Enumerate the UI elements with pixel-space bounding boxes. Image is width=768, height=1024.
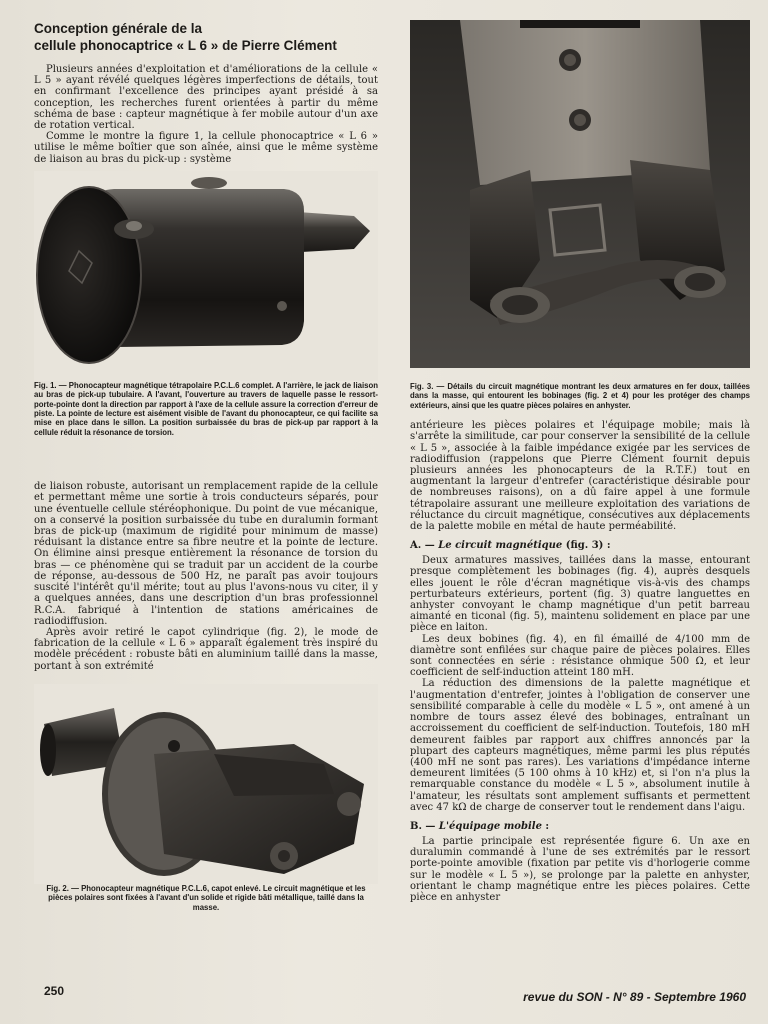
section-b-title: L'équipage mobile	[438, 820, 542, 832]
section-a-ref: (fig. 3) :	[565, 540, 611, 552]
figure-2-label: Fig. 2. —	[46, 883, 79, 893]
page-number: 250	[44, 984, 65, 998]
left-body-paragraph-1: de liaison robuste, autorisant un remplacement rapide de la cellule et permettant même une sortie à trois conducteurs séparés, pour une éventuelle cellule stéréophonique. Du point de vue mécanique, on a conservé la position surbaissée du tube en duralumin formant bras de pick-up (maximum de rigidité pour minimum de masse) réduisant la distance entre sa fibre neutre et la pointe de lecture. On élimine ainsi presque entièrement la résonance de torsion du bras — ce phénomène qui se traduit par un accident de la courbe de réponse, au-dessous de 500 Hz, ne paraît pas avoir toujours suscité l'intérêt qu'il mérite; tout au plus l'avons-nous vu citer, il y a quelques années, dans une description d'un bras professionnel R.C.A. fabriqué à l'intention de stations américaines de radiodiffusion.	[34, 481, 378, 627]
left-column	[34, 20, 378, 912]
figure-3-label: Fig. 3. —	[410, 382, 445, 391]
section-b-ref: :	[545, 820, 550, 832]
intro-paragraph-1: Plusieurs années d'exploitation et d'améliorations de la cellule « L 5 » ayant révélé quelques légères imperfections de détails, tout en confirmant l'excellence des principes ayant présidé à sa conception, les recherches furent orientées à partir du même schéma de base : capteur magnétique à fer mobile autour d'un axe de rotation vertical.	[34, 64, 378, 132]
figure-3-photo	[410, 20, 750, 368]
figure-1-label: Fig. 1. —	[34, 380, 67, 390]
right-body-paragraph-1: antérieure les pièces polaires et l'équipage mobile; mais là s'arrête la similitude, car pour conserver la sensibilité de la cellule « L 5 », associée à la faible impédance exigée par les services de radiodiffusion (rappelons que Pierre Clément fournit depuis plusieurs années les phonocapteurs de la R.T.F.) tout en augmentant la largeur d'entrefer (caractéristique désirable pour de nombreuses raisons), on a dû faire appel à une formule tétrapolaire assurant une meilleure exploitation des variations de réluctance du circuit magnétique, consécutives aux déplacements de la palette mobile en métal de haute perméabilité.	[410, 420, 750, 533]
cartridge-photo-complete	[34, 171, 378, 381]
section-a-title: Le circuit magnétique	[438, 540, 563, 552]
figure-3-text: Détails du circuit magnétique montrant les deux armatures en fer doux, taillées dans la masse, qui entourent les bobinages (fig. 2 et 4) pour les protéger des champs extérieurs, ainsi que les quatre pièces polaires en anhyster.	[410, 382, 750, 410]
section-b-prefix: B. —	[410, 820, 436, 832]
left-body-paragraph-2: Après avoir retiré le capot cylindrique (fig. 2), le mode de fabrication de la cellule « L 6 » apparaît également très inspiré du modèle précédent : robuste bâti en aluminium taillé dans la masse, portant à son extrémité	[34, 626, 378, 672]
section-a-prefix: A. —	[410, 540, 435, 552]
figure-2-photo	[34, 684, 378, 884]
intro-paragraph-2: Comme le montre la figure 1, la cellule phonocaptrice « L 6 » utilise le même boîtier que son aînée, ainsi que le même système de liaison au bras du pick-up : système	[34, 131, 378, 165]
right-column	[410, 20, 750, 903]
title-line-1: Conception générale de la	[34, 21, 203, 36]
section-a-paragraph-2: Les deux bobines (fig. 4), en fil émaillé de 4/100 mm de diamètre sont enfilées sur chaque paire de pièces polaires. Elles sont connectées en série : résistance ohmique 500 Ω, et leur coefficient de self-induction atteint 180 mH.	[410, 633, 750, 679]
article-title	[34, 20, 378, 54]
section-a-heading	[410, 540, 750, 551]
section-a-paragraph-1: Deux armatures massives, taillées dans la masse, entourant presque complètement les bobinages (fig. 4), auprès desquels elles jouent le rôle d'écran magnétique vis-à-vis des champs perturbateurs extérieurs, portent (fig. 3) quatre languettes en anhyster convoyant le champ magnétique d'un petit barreau aimanté en ticonal (fig. 5), maintenu solidement en place par une pièce en laiton.	[410, 555, 750, 634]
journal-footer: revue du SON - N° 89 - Septembre 1960	[523, 990, 746, 1004]
figure-1-caption	[34, 381, 378, 437]
figure-3-caption	[410, 382, 750, 410]
title-line-2: cellule phonocaptrice « L 6 » de Pierre Clément	[34, 38, 337, 53]
cartridge-photo-open	[34, 684, 378, 884]
section-a-paragraph-3: La réduction des dimensions de la palette magnétique et l'augmentation d'entrefer, jointes à l'obligation de conserver une sensibilité comparable à celle du modèle « L 5 », ont amené à un nombre de tours assez élevé des bobinages, entraînant un accroissement du coefficient de self-induction. Toutefois, 180 mH demeurent faibles par rapport aux chiffres annoncés par la plupart des capteurs magnétiques, même parmi les plus réputés (400 mH ne sont pas rares). Les variations d'impédance interne demeurent limitées (5 100 ohms à 10 kHz) et, si l'on n'a plus la remarquable constance du modèle « L 5 », absolument inutile à l'amateur, les résultats sont amplement suffisants et permettent avec 47 kΩ de charge de conserver tout le rendement dans l'aigu.	[410, 678, 750, 813]
figure-2-text: Phonocapteur magnétique P.C.L.6, capot enlevé. Le circuit magnétique et les pièces polaires sont fixées à l'avant d'un solide et rigide bâti métallique, taillé dans la masse.	[48, 883, 366, 912]
figure-2-caption	[34, 884, 378, 912]
figure-1-text: Phonocapteur magnétique tétrapolaire P.C.L.6 complet. A l'arrière, le jack de liaison au bras de pick-up tubulaire. A l'avant, l'ouverture au travers de laquelle passe le ressort-porte-pointe dont la direction par rapport à l'axe de la cellule assure la correction d'erreur de piste. La pointe de lecture est aisément visible de l'avant du phonocapteur, ce qui facilite sa mise en place dans le sillon. La position surbaissée du bras de pick-up par rapport à la cellule réduit la résonance de torsion.	[34, 380, 378, 437]
figure-1-photo	[34, 171, 378, 381]
section-b-heading	[410, 821, 750, 832]
section-b-paragraph-1: La partie principale est représentée figure 6. Un axe en duralumin commandé à l'une de ses extrémités par le ressort porte-pointe amovible (fixation par petite vis d'horlogerie comme sur le modèle « L 5 »), se prolonge par la palette en anhyster, orientant le champ magnétique entre les pièces polaires. Cette pièce en anhyster	[410, 835, 750, 903]
magnetic-circuit-photo	[410, 20, 750, 368]
